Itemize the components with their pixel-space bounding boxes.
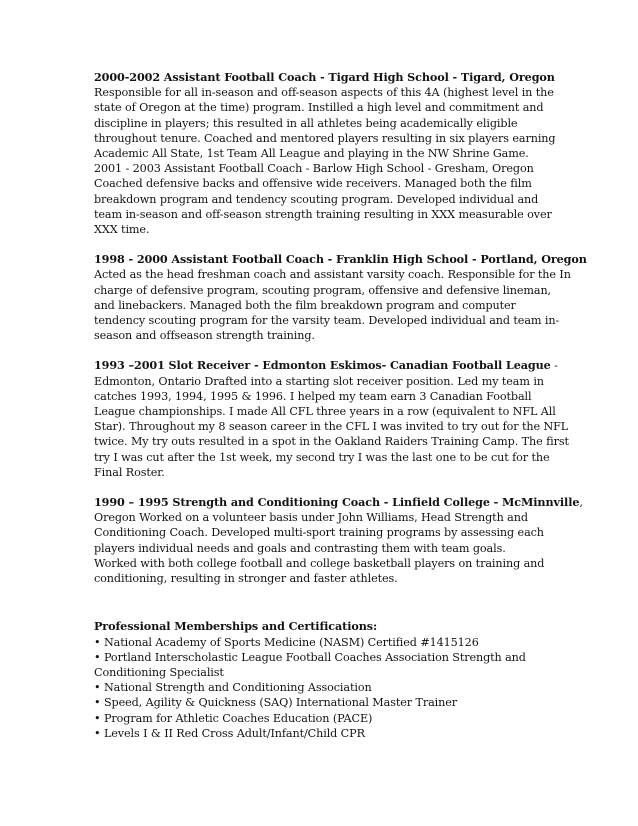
body-text-line xyxy=(94,176,598,191)
membership-item xyxy=(94,650,598,680)
membership-item-text: • National Academy of Sports Medicine (NASM) Certified #1415126 xyxy=(94,635,479,649)
body-text-line xyxy=(94,192,598,207)
memberships-heading: Professional Memberships and Certifications: xyxy=(94,619,378,634)
line-text: Coached defensive backs and offensive wide receivers. Managed both the film xyxy=(94,177,532,191)
membership-item xyxy=(94,635,598,650)
body-text-line xyxy=(94,434,598,449)
line-text: twice. My try outs resulted in a spot in the Oakland Raiders Training Camp. The first xyxy=(94,435,569,449)
line-text: players individual needs and goals and contrasting them with team goals. xyxy=(94,541,506,555)
line-text: Worked with both college football and college basketball players on training and xyxy=(94,556,545,570)
body-text-line xyxy=(94,419,598,434)
line-text: Conditioning Coach. Developed multi-sport training programs by assessing each xyxy=(94,526,544,540)
experience-sections xyxy=(94,70,598,586)
line-text: catches 1993, 1994, 1995 & 1996. I helped my team earn 3 Canadian Football xyxy=(94,389,532,403)
membership-item-text: • Levels I & II Red Cross Adult/Infant/Child CPR xyxy=(94,726,365,740)
body-text-line xyxy=(94,313,598,328)
body-text-line xyxy=(94,267,598,282)
job-title: 2000-2002 Assistant Football Coach - Tigard High School - Tigard, Oregon xyxy=(94,70,555,84)
body-text-line xyxy=(94,116,598,131)
line-text: conditioning, resulting in stronger and faster athletes. xyxy=(94,572,398,586)
body-text-line xyxy=(94,450,598,465)
job-title: 1993 –2001 Slot Receiver - Edmonton Eskimos- Canadian Football League xyxy=(94,358,551,373)
line-text: Acted as the head freshman coach and assistant varsity coach. Responsible for the In xyxy=(94,268,571,282)
line-text: 2001 - 2003 Assistant Football Coach - Barlow High School - Gresham, Oregon xyxy=(94,162,534,176)
body-text-line xyxy=(94,131,598,146)
membership-item xyxy=(94,726,598,741)
membership-item-text: • Program for Athletic Coaches Education (PACE) xyxy=(94,711,373,725)
line-text: try I was cut after the 1st week, my second try I was the last one to be cut for the xyxy=(94,450,550,464)
line-text: Responsible for all in-season and off-season aspects of this 4A (highest level in the xyxy=(94,86,554,100)
job-heading-line xyxy=(94,358,598,373)
experience-section xyxy=(94,252,598,343)
body-text-line xyxy=(94,541,598,556)
body-text-line xyxy=(94,374,598,389)
line-text: team in-season and off-season strength training resulting in XXX measurable over xyxy=(94,207,552,221)
line-text: tendency scouting program for the varsity team. Developed individual and team in- xyxy=(94,314,560,328)
line-text: season and offseason strength training. xyxy=(94,329,315,343)
line-text: - xyxy=(550,359,558,373)
line-text: and linebackers. Managed both the film breakdown program and computer xyxy=(94,298,516,312)
line-text: , xyxy=(579,496,583,510)
body-text-line xyxy=(94,510,598,525)
membership-item-text: Conditioning Specialist xyxy=(94,665,224,679)
line-text: Star). Throughout my 8 season career in the CFL I was invited to try out for the NFL xyxy=(94,420,569,434)
membership-item-text: • Portland Interscholastic League Football Coaches Association Strength and xyxy=(94,650,526,664)
line-text: discipline in players; this resulted in all athletes being academically eligible xyxy=(94,116,518,130)
body-text-line xyxy=(94,85,598,100)
experience-section xyxy=(94,495,598,586)
line-text: Oregon Worked on a volunteer basis under John Williams, Head Strength and xyxy=(94,511,528,525)
body-text-line xyxy=(94,465,598,480)
line-text: state of Oregon at the time) program. Instilled a high level and commitment and xyxy=(94,101,544,115)
job-heading-line xyxy=(94,70,598,85)
body-text-line xyxy=(94,100,598,115)
experience-section xyxy=(94,358,598,480)
memberships-list xyxy=(94,635,598,741)
line-text: Final Roster. xyxy=(94,465,165,479)
line-text: XXX time. xyxy=(94,223,150,237)
membership-item xyxy=(94,680,598,695)
experience-section xyxy=(94,70,598,237)
body-text-line xyxy=(94,207,598,222)
body-text-line xyxy=(94,389,598,404)
body-text-line xyxy=(94,328,598,343)
line-text: throughout tenure. Coached and mentored players resulting in six players earning xyxy=(94,131,556,145)
body-text-line xyxy=(94,298,598,313)
line-text: breakdown program and tendency scouting program. Developed individual and xyxy=(94,192,539,206)
body-text-line xyxy=(94,525,598,540)
line-text: charge of defensive program, scouting program, offensive and defensive lineman, xyxy=(94,283,551,297)
body-text-line xyxy=(94,283,598,298)
body-text-line xyxy=(94,222,598,237)
job-title: 1998 - 2000 Assistant Football Coach - Franklin High School - Portland, Oregon xyxy=(94,252,587,267)
line-text: League championships. I made All CFL three years in a row (equivalent to NFL All xyxy=(94,405,556,419)
membership-item-text: • National Strength and Conditioning Association xyxy=(94,681,372,695)
body-text-line xyxy=(94,556,598,571)
section-gap xyxy=(94,601,598,619)
body-text-line xyxy=(94,571,598,586)
job-heading-line xyxy=(94,495,598,510)
line-text: Academic All State, 1st Team All League and playing in the NW Shrine Game. xyxy=(94,147,529,161)
job-title: 1990 – 1995 Strength and Conditioning Coach - Linfield College - McMinnville xyxy=(94,495,580,510)
body-text-line xyxy=(94,146,598,161)
line-text: Edmonton, Ontario Drafted into a starting slot receiver position. Led my team in xyxy=(94,374,544,388)
membership-item xyxy=(94,711,598,726)
memberships-section xyxy=(94,619,598,741)
membership-item xyxy=(94,695,598,710)
body-text-line xyxy=(94,404,598,419)
body-text-line xyxy=(94,161,598,176)
job-heading-line xyxy=(94,252,598,267)
membership-item-text: • Speed, Agility & Quickness (SAQ) International Master Trainer xyxy=(94,696,458,710)
